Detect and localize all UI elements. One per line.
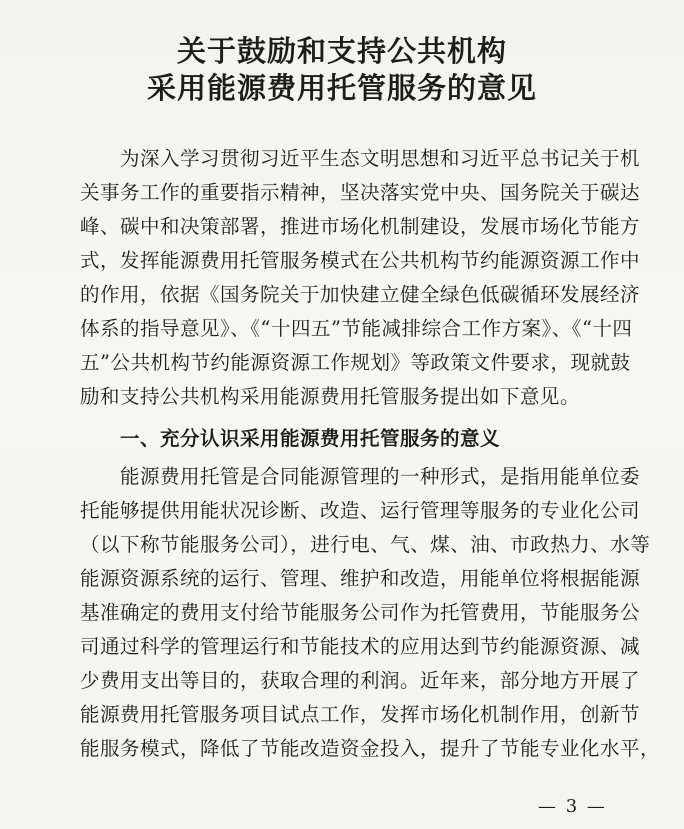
- section-1-line-1: 能源费用托管是合同能源管理的一种形式，是指用能单位委: [120, 465, 641, 488]
- intro-line-3: 峰、碳中和决策部署，推进市场化机制建设，发展市场化节能方: [80, 215, 641, 238]
- intro-line-8: 励和支持公共机构采用能源费用托管服务提出如下意见。: [80, 385, 581, 408]
- intro-line-4: 式，发挥能源费用托管服务模式在公共机构节约能源资源工作中: [80, 249, 641, 272]
- intro-line-1: 为深入学习贯彻习近平生态文明思想和习近平总书记关于机: [120, 147, 641, 170]
- intro-line-6: 体系的指导意见》、《“十四五”节能减排综合工作方案》、《“十四: [80, 317, 633, 340]
- intro-line-7: 五”公共机构节约能源资源工作规划》等政策文件要求，现就鼓: [80, 351, 631, 374]
- section-1-line-7: 少费用支出等目的，获取合理的利润。近年来，部分地方开展了: [80, 669, 641, 692]
- page-number: — 3 —: [538, 796, 607, 817]
- intro-line-2: 关事务工作的重要指示精神，坚决落实党中央、国务院关于碳达: [80, 181, 641, 204]
- section-1-line-9: 能服务模式，降低了节能改造资金投入，提升了节能专业化水平，: [80, 737, 661, 760]
- section-1-line-2: 托能够提供用能状况诊断、改造、运行管理等服务的专业化公司: [80, 499, 641, 522]
- intro-line-5: 的作用，依据《国务院关于加快建立健全绿色低碳循环发展经济: [80, 283, 641, 306]
- section-1-line-8: 能源费用托管服务项目试点工作，发挥市场化机制作用，创新节: [80, 703, 641, 726]
- section-1-heading: 一、充分认识采用能源费用托管服务的意义: [120, 427, 501, 450]
- section-1-line-5: 基准确定的费用支付给节能服务公司作为托管费用，节能服务公: [80, 601, 641, 624]
- section-1-line-3: （以下称节能服务公司），进行电、气、煤、油、市政热力、水等: [80, 533, 651, 556]
- section-1-line-6: 司通过科学的管理运行和节能技术的应用达到节约能源资源、减: [80, 635, 641, 658]
- section-1-line-4: 能源资源系统的运行、管理、维护和改造，用能单位将根据能源: [80, 567, 641, 590]
- document-title-line-1: 关于鼓励和支持公共机构: [176, 34, 507, 68]
- document-title-line-2: 采用能源费用托管服务的意见: [146, 71, 537, 105]
